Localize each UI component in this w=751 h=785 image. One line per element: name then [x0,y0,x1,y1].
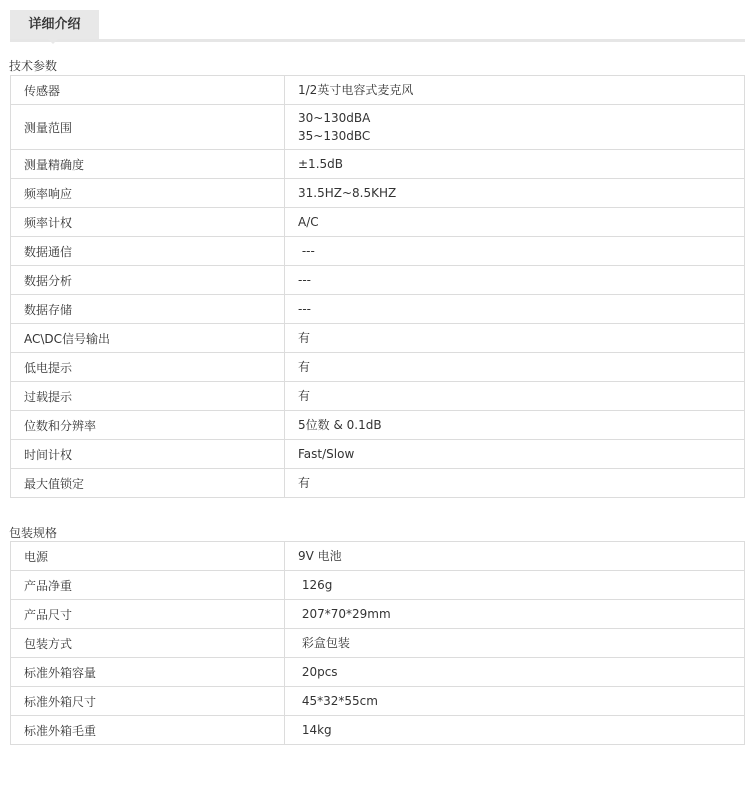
tech-param-key: 数据分析 [11,266,285,295]
pack-param-value-line: 207*70*29mm [298,607,391,621]
tech-param-value-line: --- [298,302,311,316]
tech-param-value [285,150,745,179]
tech-param-key: 频率计权 [11,208,285,237]
tech-param-value-line: --- [298,244,315,258]
table-row [11,353,745,382]
pack-param-value-line: 14kg [298,723,332,737]
tech-param-value [285,179,745,208]
detail-tab-bar [10,10,745,42]
tech-param-key: 传感器 [11,76,285,105]
table-row [11,208,745,237]
tech-param-value-line: 35~130dBC [298,129,371,143]
pack-param-key: 产品尺寸 [11,600,285,629]
table-row [11,295,745,324]
tech-param-value [285,440,745,469]
tech-param-value-line: 有 [298,476,311,490]
pack-param-value [285,716,745,745]
table-row [11,150,745,179]
pack-param-value-line: 20pcs [298,665,338,679]
tech-param-value [285,411,745,440]
tech-param-value [285,353,745,382]
tech-param-value-line: 30~130dBA [298,111,371,125]
table-row [11,658,745,687]
tech-param-key: 数据通信 [11,237,285,266]
packaging-table [10,541,745,745]
pack-param-value-line: 9V 电池 [298,549,342,563]
table-row [11,716,745,745]
pack-param-value [285,600,745,629]
pack-param-key: 包装方式 [11,629,285,658]
table-row [11,542,745,571]
tech-param-value [285,295,745,324]
tech-param-key: 过载提示 [11,382,285,411]
pack-param-key: 标准外箱毛重 [11,716,285,745]
tech-param-key: 测量精确度 [11,150,285,179]
table-row [11,571,745,600]
pack-param-value [285,658,745,687]
table-row [11,469,745,498]
tech-param-value-line: --- [298,273,311,287]
tech-param-value-line: A/C [298,215,319,229]
table-row [11,382,745,411]
tech-param-key: 测量范围 [11,105,285,150]
pack-param-value-line: 126g [298,578,333,592]
table-row [11,600,745,629]
tech-param-value-line: 1/2英寸电容式麦克风 [298,83,414,97]
tech-param-value-line: 有 [298,389,311,403]
tech-param-key: AC\DC信号输出 [11,324,285,353]
packaging-title: 包装规格 [9,526,58,540]
tech-param-value [285,382,745,411]
tech-param-value [285,324,745,353]
table-row [11,266,745,295]
tech-param-value-line: ±1.5dB [298,157,343,171]
tech-param-value [285,105,745,150]
tech-param-key: 数据存储 [11,295,285,324]
tech-param-value [285,266,745,295]
pack-param-value [285,571,745,600]
tech-param-value [285,208,745,237]
tech-param-key: 位数和分辨率 [11,411,285,440]
tab-detail-intro[interactable]: 详细介绍 [10,10,99,39]
tech-params-table [10,75,745,498]
table-row [11,76,745,105]
tech-param-value-line: 有 [298,331,311,345]
tech-param-value [285,237,745,266]
table-row [11,687,745,716]
tech-param-key: 最大值锁定 [11,469,285,498]
pack-param-value [285,542,745,571]
pack-param-key: 标准外箱容量 [11,658,285,687]
table-row [11,179,745,208]
tech-param-value-line: 31.5HZ~8.5KHZ [298,186,397,200]
tech-param-value [285,469,745,498]
pack-param-value-line: 彩盒包装 [298,636,350,650]
tech-param-key: 时间计权 [11,440,285,469]
table-row [11,440,745,469]
tech-param-value-line: 有 [298,360,311,374]
tab-caret-icon [48,39,58,44]
table-row [11,105,745,150]
tech-param-key: 低电提示 [11,353,285,382]
tech-param-value-line: Fast/Slow [298,447,355,461]
table-row [11,324,745,353]
pack-param-key: 电源 [11,542,285,571]
tech-param-value-line: 5位数 & 0.1dB [298,418,382,432]
table-row [11,629,745,658]
pack-param-key: 产品净重 [11,571,285,600]
table-row [11,411,745,440]
tech-param-value [285,76,745,105]
tech-param-key: 频率响应 [11,179,285,208]
tech-params-title: 技术参数 [9,59,58,73]
pack-param-value-line: 45*32*55cm [298,694,378,708]
table-row [11,237,745,266]
pack-param-value [285,629,745,658]
pack-param-key: 标准外箱尺寸 [11,687,285,716]
pack-param-value [285,687,745,716]
